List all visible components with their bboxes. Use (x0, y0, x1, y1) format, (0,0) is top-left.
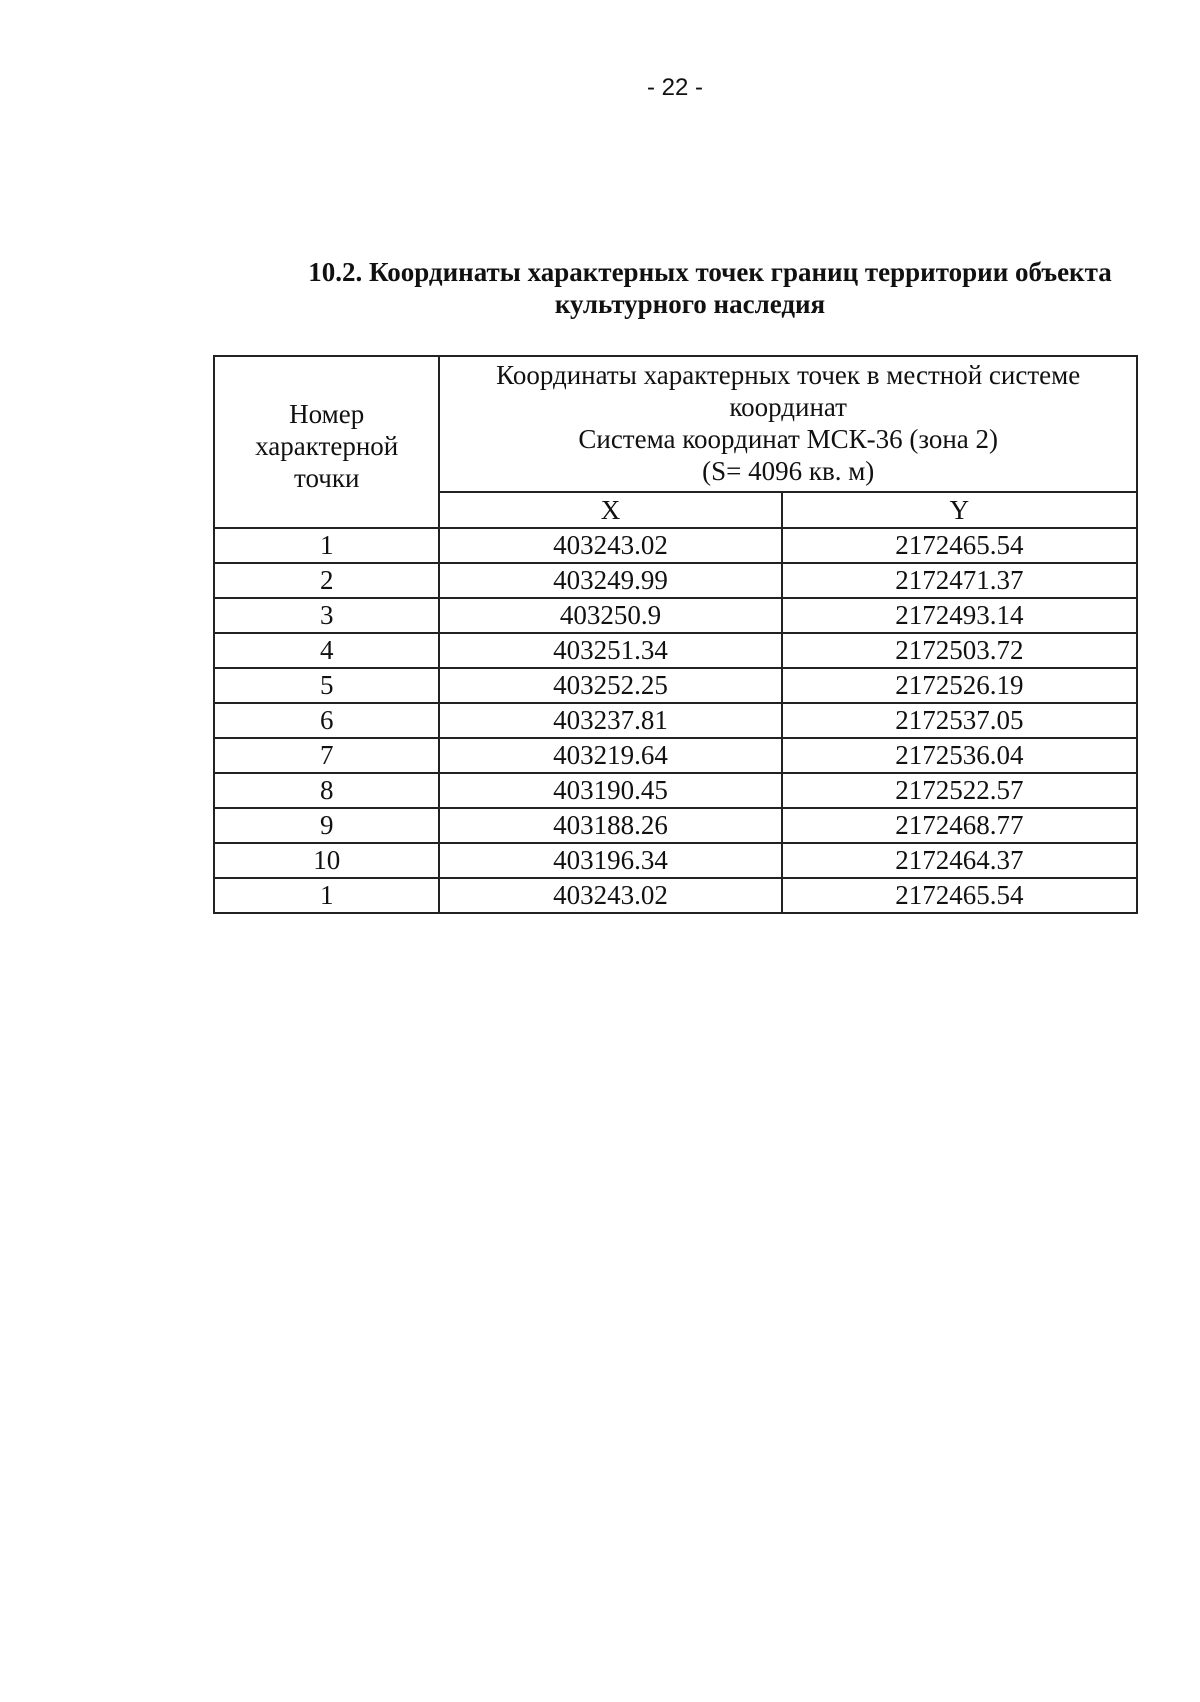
point-number-cell: 7 (214, 738, 439, 773)
section-title-line2: культурного наследия (554, 289, 826, 319)
y-coordinate-cell: 2172465.54 (782, 878, 1137, 913)
coordinates-header-line: (S= 4096 кв. м) (702, 456, 875, 486)
x-coordinate-cell: 403190.45 (439, 773, 781, 808)
y-coordinate-cell: 2172465.54 (782, 528, 1137, 563)
point-number-header-line: характерной (255, 431, 399, 461)
table-row (214, 808, 1137, 843)
y-coordinate-cell: 2172536.04 (782, 738, 1137, 773)
table-row (214, 878, 1137, 913)
y-coordinate-cell: 2172493.14 (782, 598, 1137, 633)
table-row (214, 843, 1137, 878)
point-number-cell: 10 (214, 843, 439, 878)
x-column-header: X (439, 492, 781, 528)
x-coordinate-cell: 403188.26 (439, 808, 781, 843)
y-coordinate-cell: 2172526.19 (782, 668, 1137, 703)
table-row (214, 528, 1137, 563)
point-number-cell: 4 (214, 633, 439, 668)
coordinates-header-line: координат (729, 392, 847, 422)
point-number-cell: 1 (214, 528, 439, 563)
point-number-cell: 8 (214, 773, 439, 808)
table-row (214, 773, 1137, 808)
x-coordinate-cell: 403249.99 (439, 563, 781, 598)
coordinates-header-line: Система координат МСК-36 (зона 2) (578, 424, 999, 454)
y-column-header: Y (782, 492, 1137, 528)
section-title-line1: 10.2. Координаты характерных точек границ территории объекта (308, 257, 1112, 287)
point-number-header-line: Номер (289, 399, 365, 429)
y-coordinate-cell: 2172522.57 (782, 773, 1137, 808)
y-coordinate-cell: 2172464.37 (782, 843, 1137, 878)
table-row (214, 703, 1137, 738)
x-coordinate-cell: 403243.02 (439, 878, 781, 913)
point-number-cell: 5 (214, 668, 439, 703)
table-row (214, 668, 1137, 703)
x-coordinate-cell: 403243.02 (439, 528, 781, 563)
y-coordinate-cell: 2172468.77 (782, 808, 1137, 843)
page-number: - 22 - (646, 74, 703, 101)
coordinates-header (439, 356, 1137, 492)
table-row (214, 633, 1137, 668)
point-number-cell: 9 (214, 808, 439, 843)
table-row (214, 563, 1137, 598)
x-coordinate-cell: 403196.34 (439, 843, 781, 878)
point-number-header (214, 356, 439, 528)
x-coordinate-cell: 403252.25 (439, 668, 781, 703)
x-coordinate-cell: 403237.81 (439, 703, 781, 738)
point-number-cell: 2 (214, 563, 439, 598)
x-coordinate-cell: 403250.9 (439, 598, 781, 633)
coordinates-header-line: Координаты характерных точек в местной системе (496, 360, 1081, 390)
point-number-header-line: точки (294, 463, 360, 493)
section-title (270, 256, 1150, 320)
y-coordinate-cell: 2172471.37 (782, 563, 1137, 598)
point-number-cell: 6 (214, 703, 439, 738)
y-coordinate-cell: 2172537.05 (782, 703, 1137, 738)
point-number-cell: 3 (214, 598, 439, 633)
table-row (214, 598, 1137, 633)
coordinates-table-body (214, 528, 1137, 913)
x-coordinate-cell: 403251.34 (439, 633, 781, 668)
point-number-cell: 1 (214, 878, 439, 913)
coordinates-table (213, 355, 1138, 914)
x-coordinate-cell: 403219.64 (439, 738, 781, 773)
y-coordinate-cell: 2172503.72 (782, 633, 1137, 668)
table-row (214, 738, 1137, 773)
